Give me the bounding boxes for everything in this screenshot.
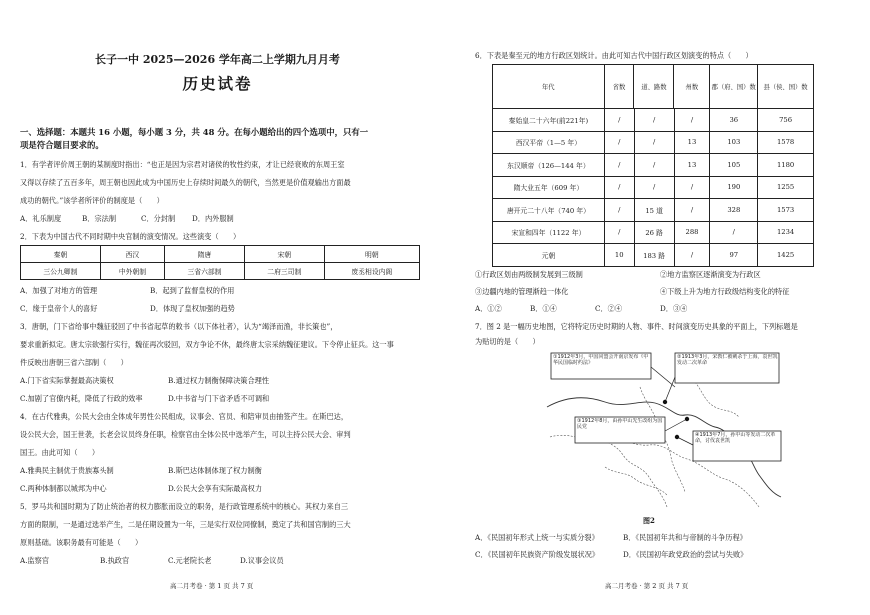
table-cell: / <box>634 131 674 154</box>
table-header-cell: 明朝 <box>324 246 419 263</box>
table-row <box>21 263 420 280</box>
table-cell: 元朝 <box>493 244 605 267</box>
table-cell: / <box>634 109 674 132</box>
q2-option-c: C．缘于皇帝个人的喜好 <box>20 304 98 313</box>
city-marker <box>663 400 667 404</box>
table-cell: 10 <box>604 244 634 267</box>
page-footer: 高二月考卷 · 第 2 页 共 7 页 <box>605 582 689 590</box>
q3-stem-line: 要求重新拟定。唐太宗欲强行实行，魏征再次驳回，双方争论不休，最终唐太宗采纳魏征建议。下令停止征兵。这一事 <box>20 340 394 349</box>
table-row <box>493 221 814 244</box>
q6-statement-3: ③边疆内地的管理渐趋一体化 <box>475 287 569 296</box>
q2-option-d: D．体现了皇权加强的趋势 <box>150 304 235 313</box>
q5-option-d: D.议事会议员 <box>240 556 284 565</box>
table-header-cell: 年代 <box>493 65 605 109</box>
table-cell: 97 <box>710 244 758 267</box>
q6-statement-2: ②地方监察区逐渐演变为行政区 <box>660 270 761 279</box>
table-cell: 东汉顺帝（126—144 年） <box>493 154 605 177</box>
q7-option-d: D．《民国初年政党政治的尝试与失败》 <box>623 550 748 559</box>
section-heading-cont: 项是符合题目要求的。 <box>20 140 104 150</box>
q7-option-b: B．《民国初年共和与帝制的斗争历程》 <box>623 533 747 542</box>
table-header-cell: 道、路数 <box>634 65 674 109</box>
table-cell: / <box>674 244 710 267</box>
table-header-cell: 郡（府、国）数 <box>710 65 758 109</box>
q4-stem-line: 设公民大会，国王世袭，长老会议员终身任职，检察官由全体公民中选举产生，可以主持公民大会、审判 <box>20 430 351 439</box>
callout-text-wrap <box>677 354 778 383</box>
q5-stem-line: 原则基础。该职务最有可能是（ ） <box>20 538 143 547</box>
table-cell: 756 <box>758 109 814 132</box>
table-cell: 15 道 <box>634 199 674 222</box>
table-cell: 隋大业五年（609 年） <box>493 176 605 199</box>
q4-stem-line: 国王。由此可知（ ） <box>20 448 100 457</box>
table-cell: 36 <box>710 109 758 132</box>
table-cell: / <box>604 109 634 132</box>
table-cell: 1234 <box>758 221 814 244</box>
q6-option-c: C．②④ <box>595 304 623 313</box>
table-cell: 1573 <box>758 199 814 222</box>
table-header-cell: 隋唐 <box>165 246 245 263</box>
q6-statement-4: ④下级上升为地方行政级结构变化的特征 <box>660 287 790 296</box>
q1-option-d: D．内外服制 <box>192 214 234 223</box>
table-cell: / <box>604 221 634 244</box>
q3-option-a: A.门下省实际掌握最高决策权 <box>20 376 114 385</box>
q7-option-c: C．《民国初年民族资产阶级发展状况》 <box>475 550 600 559</box>
q3-stem-line: 件反映出唐朝三省六部制（ ） <box>20 358 128 367</box>
table-cell: 13 <box>674 131 710 154</box>
table-cell: 328 <box>710 199 758 222</box>
exam-title: 长子一中 2025—2026 学年高二上学期九月月考 <box>95 53 340 66</box>
table-cell: 三省六部制 <box>165 263 245 280</box>
paper-title: 历史试卷 <box>182 74 253 93</box>
q6-statement-1: ①行政区划由两级制发展到三级制 <box>475 270 583 279</box>
table-row <box>493 176 814 199</box>
pointer-line <box>651 367 675 387</box>
table-header-cell: 县（侯、国）数 <box>758 65 814 109</box>
pointer-line <box>665 377 675 402</box>
q6-option-a: A．①② <box>475 304 502 313</box>
map-svg <box>545 347 783 510</box>
page-footer: 高二月考卷 · 第 1 页 共 7 页 <box>170 582 254 590</box>
history-map <box>545 347 783 510</box>
q2-stem: 2．下表为中国古代不同时期中央官制的演变情况。这些演变（ ） <box>20 232 241 241</box>
q1-stem-line: 又得以存续了五百多年，周王朝也因此成为中国历史上存续时间最久的朝代，当然更是价值观输出方面最 <box>20 178 351 187</box>
table-cell: 废丞相设内阁 <box>324 263 419 280</box>
q4-option-d: D.公民大会享有实际最高权力 <box>168 484 263 493</box>
city-marker <box>685 417 689 421</box>
table-cell: 288 <box>674 221 710 244</box>
table-cell: 三公九卿制 <box>21 263 101 280</box>
callout-text-wrap <box>577 418 664 443</box>
q4-stem-line: 4．在古代雅典，公民大会由全体成年男性公民组成，议事会、官员、和陪审员由抽签产生。在斯巴达， <box>20 412 349 421</box>
table-cell: 二府三司制 <box>244 263 324 280</box>
q4-option-a: A.雅典民主制优于贵族寡头制 <box>20 466 114 475</box>
q5-option-c: C.元老院长老 <box>168 556 212 565</box>
table-cell: / <box>634 154 674 177</box>
q6-table <box>492 64 814 109</box>
figure-caption: 图2 <box>643 516 655 525</box>
table-cell: 1425 <box>758 244 814 267</box>
q3-stem-line: 3．唐朝，门下省给事中魏征驳回了中书省起草的敕书（以下体社者），认为“竭泽而渔，非长策也”， <box>20 322 338 331</box>
q3-option-d: D.中书省与门下省矛盾不可调和 <box>168 394 270 403</box>
q4-option-b: B.斯巴达体制体现了权力制衡 <box>168 466 262 475</box>
table-cell: 中外朝制 <box>100 263 164 280</box>
pointer-line <box>665 419 687 431</box>
table-cell: 13 <box>674 154 710 177</box>
pointer-line <box>677 437 693 445</box>
table-cell: 1180 <box>758 154 814 177</box>
q7-option-a: A．《民国初年形式上统一与实质分裂》 <box>475 533 599 542</box>
table-cell: / <box>604 131 634 154</box>
callout-text: ③1912年8月，由孙中山先生改组为国民党 <box>577 418 663 430</box>
table-cell: 西汉平帝（1—5 年） <box>493 131 605 154</box>
callout-text: ①1912年3月，中国同盟会开南京发布《中华民国临时约法》 <box>553 354 649 366</box>
table-cell: / <box>674 199 710 222</box>
q1-stem-line: 成功的朝代。”该学者所评价的制度是（ ） <box>20 196 164 205</box>
q6-option-b: B．①④ <box>530 304 557 313</box>
q1-option-c: C．分封制 <box>141 214 176 223</box>
table-row <box>493 199 814 222</box>
table-header-row <box>493 65 814 109</box>
table-header-cell: 西汉 <box>100 246 164 263</box>
table-cell: 183 路 <box>634 244 674 267</box>
city-marker <box>675 435 679 439</box>
table-cell: 秦始皇二十六年(前221年) <box>493 109 605 132</box>
callout-text-wrap <box>695 432 780 461</box>
q1-option-a: A．礼乐制度 <box>20 214 62 223</box>
section-heading: 一、选择题：本题共 16 小题，每小题 3 分，共 48 分。在每小题给出的四个选项中，只有一 <box>20 127 369 137</box>
table-cell: 宋宣和四年（1122 年） <box>493 221 605 244</box>
table-cell: 103 <box>710 131 758 154</box>
q6-table-body <box>492 108 814 267</box>
table-cell: 唐开元二十八年（740 年） <box>493 199 605 222</box>
q2-option-b: B．起到了监督皇权的作用 <box>150 286 235 295</box>
table-cell: 190 <box>710 176 758 199</box>
callout-text-wrap <box>553 354 650 379</box>
table-row <box>493 131 814 154</box>
callout-text: ④1913年7月，孙中山等发动二次革命，讨伐袁世凯 <box>695 432 776 444</box>
table-row <box>493 244 814 267</box>
q3-option-c: C.加剧了官僚内耗，降低了行政的效率 <box>20 394 143 403</box>
table-cell: 1578 <box>758 131 814 154</box>
q6-stem: 6．下表是秦至元的地方行政区划统计。由此可知古代中国行政区划演变的特点（ ） <box>475 51 753 60</box>
q4-option-c: C.两种体制都以城邦为中心 <box>20 484 107 493</box>
q5-option-b: B.执政官 <box>100 556 130 565</box>
table-cell: / <box>674 176 710 199</box>
table-cell: / <box>604 199 634 222</box>
table-cell: / <box>634 176 674 199</box>
table-cell: 26 路 <box>634 221 674 244</box>
page-2 <box>435 0 870 615</box>
q5-stem-line: 5．罗马共和国时期为了防止统治者的权力膨胀而设立的职务，是行政管理系统中的核心。其权力来自三 <box>20 502 349 511</box>
q6-option-d: D．③④ <box>660 304 688 313</box>
province-border <box>695 382 739 417</box>
table-cell: / <box>674 109 710 132</box>
q3-option-b: B.通过权力制衡保障决策合理性 <box>168 376 270 385</box>
table-cell: 1255 <box>758 176 814 199</box>
q7-stem-line: 7．图 2 是一幅历史地图，它将特定历史时期的人物、事件、时间演变历史具象的平面上，下列标题是 <box>475 322 798 331</box>
province-border <box>605 467 667 495</box>
table-header-row <box>21 246 420 263</box>
q2-table <box>20 245 420 280</box>
q2-option-a: A．加强了对地方的管理 <box>20 286 98 295</box>
q7-stem-line: 为贴切的是（ ） <box>475 337 540 346</box>
table-row <box>493 154 814 177</box>
table-header-cell: 秦朝 <box>21 246 101 263</box>
table-header-cell: 省数 <box>604 65 634 109</box>
table-cell: / <box>604 176 634 199</box>
callout-text: ②1913年3月，宋教仁被刺杀于上海，袁世凯发动二次革命 <box>677 354 778 366</box>
q1-option-b: B．宗法制 <box>82 214 117 223</box>
table-header-cell: 州数 <box>674 65 710 109</box>
q5-stem-line: 方面的限制，一是通过选举产生，二是任期设置为一年，三是实行双位同僚制，奠定了共和国官制的三大 <box>20 520 351 529</box>
table-cell: / <box>604 154 634 177</box>
q5-option-a: A.监察官 <box>20 556 50 565</box>
table-cell: 105 <box>710 154 758 177</box>
table-cell: / <box>710 221 758 244</box>
q1-stem-line: 1．有学者评价周王朝的某制度时指出：“也正是因为宗君对诸侯的牧性约束，才让已经衰败的东周王室 <box>20 160 345 169</box>
table-header-cell: 宋朝 <box>244 246 324 263</box>
table-row <box>493 109 814 132</box>
